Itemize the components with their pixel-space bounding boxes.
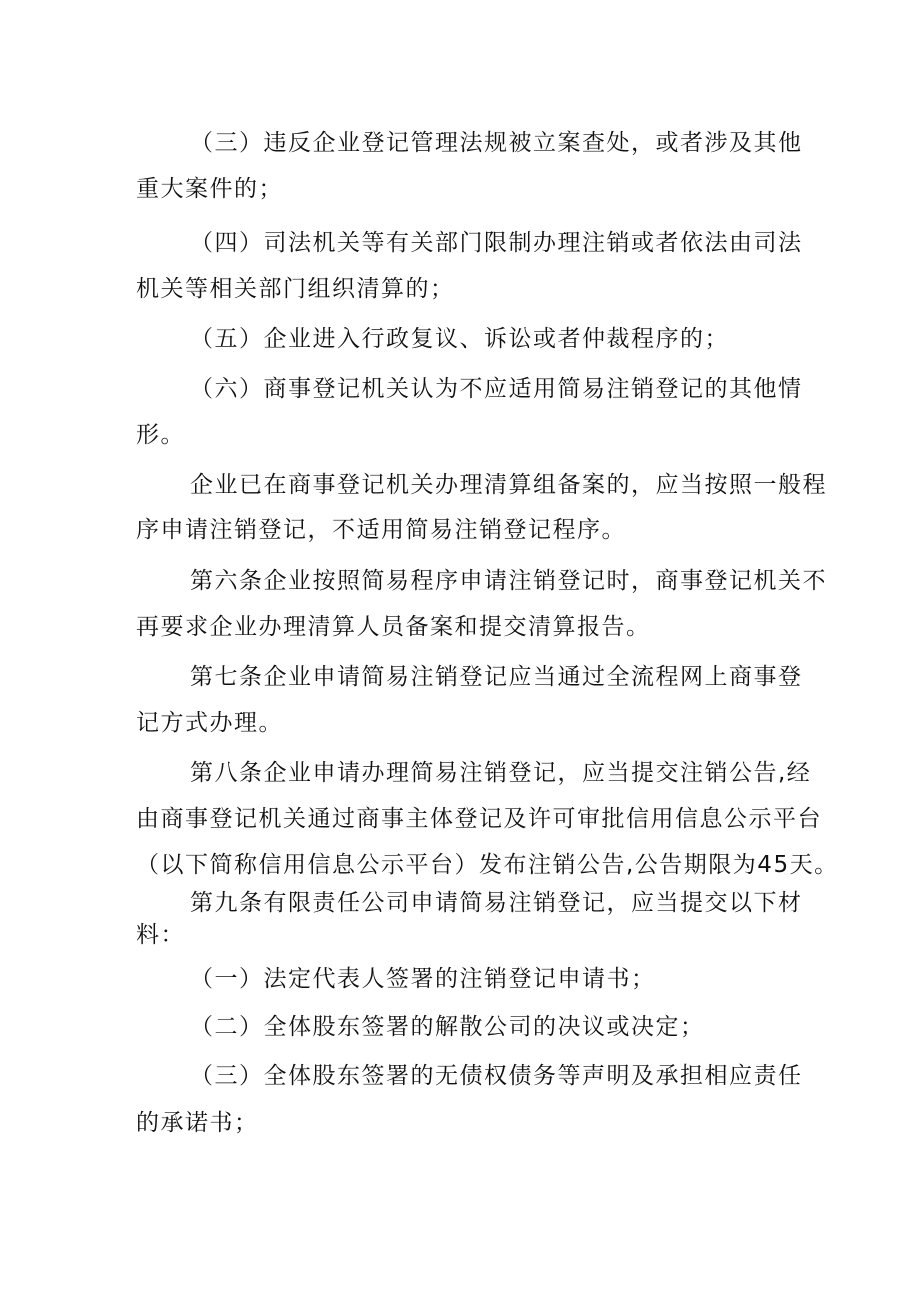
- text-line: （四）司法机关等有关部门限制办理注销或者依法由司法: [190, 230, 803, 256]
- text-line: 机关等相关部门组织清算的；: [136, 276, 455, 302]
- text-line: （以下简称信用信息公示平台）发布注销公告,公告期限为45天。: [136, 852, 839, 878]
- text-line: 再要求企业办理清算人员备案和提交清算报告。: [136, 614, 651, 640]
- text-line: 由商事登记机关通过商事主体登记及许可审批信用信息公示平台: [136, 806, 822, 832]
- text-line: 料：: [136, 922, 185, 948]
- text-line: （五）企业进入行政复议、诉讼或者仲裁程序的；: [190, 326, 729, 352]
- text-line: 的承诺书；: [136, 1110, 259, 1136]
- text-line: 序申请注销登记，不适用简易注销登记程序。: [136, 517, 626, 543]
- text-line: 第八条企业申请办理简易注销登记，应当提交注销公告,经: [190, 760, 812, 786]
- text-line: 记方式办理。: [136, 710, 283, 736]
- text-line: 重大案件的；: [136, 176, 283, 202]
- text-line: 第九条有限责任公司申请简易注销登记，应当提交以下材: [190, 890, 803, 916]
- text-line: 第六条企业按照简易程序申请注销登记时，商事登记机关不: [190, 568, 827, 594]
- text-line: （二）全体股东签署的解散公司的决议或决定；: [190, 1014, 705, 1040]
- text-line: 形。: [136, 422, 185, 448]
- text-line: （一）法定代表人签署的注销登记申请书；: [190, 966, 656, 992]
- text-line: （六）商事登记机关认为不应适用简易注销登记的其他情: [190, 376, 803, 402]
- text-line: 第七条企业申请简易注销登记应当通过全流程网上商事登: [190, 664, 803, 690]
- text-line: （三）违反企业登记管理法规被立案查处，或者涉及其他: [190, 130, 803, 156]
- text-line: 企业已在商事登记机关办理清算组备案的，应当按照一般程: [190, 472, 827, 498]
- text-line: （三）全体股东签署的无债权债务等声明及承担相应责任: [190, 1063, 803, 1089]
